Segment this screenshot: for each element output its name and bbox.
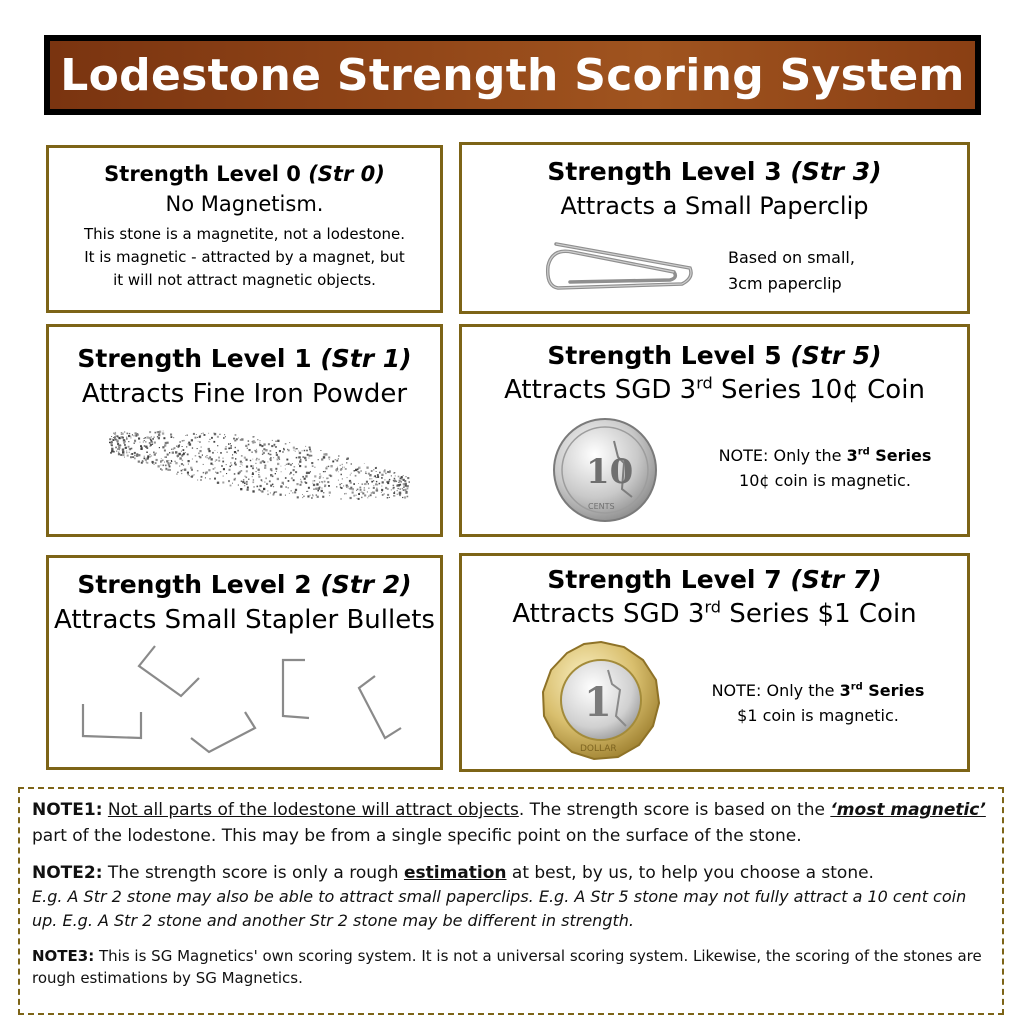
level-5-note-line: 10¢ coin is magnetic. [739,471,911,490]
level-7-subtitle-sup: rd [704,597,722,617]
note-1-text: . The strength score is based on the [518,800,831,820]
staple-icon [139,646,199,696]
level-1-subtitle: Attracts Fine Iron Powder [81,379,408,409]
level-7-abbr: (Str 7) [790,565,882,594]
card-level-2 [46,555,443,770]
level-2-heading [49,570,440,599]
level-3-note [728,245,855,297]
level-7-subtitle-text: Attracts SGD 3 [512,599,705,629]
coin-word-label: DOLLAR [580,744,617,754]
level-2-subtitle: Attracts Small Stapler Bullets [54,605,435,635]
level-0-heading [49,162,440,186]
note-2-text: The strength score is only a rough [102,863,404,883]
level-5-note-text: NOTE: Only the [718,446,847,465]
staple-icon [283,660,309,718]
coin-word-label: CENTS [588,502,615,511]
note-1 [32,797,990,849]
level-3-note-line: Based on small, [728,248,855,267]
note-2-text: at best, by us, to help you choose a stone. [506,863,874,883]
level-5-note [690,443,960,493]
staple-icon [83,704,141,738]
level-7-heading [462,565,967,594]
level-7-title: Strength Level 7 [547,565,782,594]
card-level-1 [46,324,443,537]
level-5-note-bold: Series [869,446,932,465]
level-5-subtitle [462,375,967,405]
paperclip-image [542,238,694,294]
level-0-subtitle: No Magnetism. [165,192,324,216]
note-3-label: NOTE3: [32,947,95,965]
title-banner [44,35,981,115]
level-7-note-sup: rd [850,681,863,693]
one-dollar-coin-image [540,640,662,762]
level-7-note-bold: 3 [839,681,851,700]
note-2-label: NOTE2: [32,863,103,883]
coin-value-label: 1 [584,679,612,726]
note-3 [32,945,990,989]
card-level-0 [46,145,443,313]
staple-icon [191,712,255,752]
page-title: Lodestone Strength Scoring System [60,49,965,101]
title-banner-fill [50,41,975,109]
level-5-subtitle-sup: rd [696,373,713,393]
level-1-title: Strength Level 1 [77,344,312,373]
level-5-note-sup: rd [857,446,870,458]
coin-value-label: 10 [586,452,634,492]
level-5-abbr: (Str 5) [790,341,882,370]
level-3-title: Strength Level 3 [547,157,782,186]
level-7-subtitle-text: Series $1 Coin [721,599,917,629]
staples-image [69,642,419,762]
note-1-label: NOTE1: [32,800,103,820]
note-1-text: part of the lodestone. This may be from a single specific point on the surface of the stone. [32,826,802,846]
level-7-note-bold: Series [862,681,925,700]
card-level-5 [459,324,970,537]
level-0-desc-line: it will not attract magnetic objects. [113,271,376,289]
level-7-note [688,678,948,728]
level-3-heading [462,157,967,186]
level-0-desc-line: It is magnetic - attracted by a magnet, but [84,248,405,266]
level-5-note-line [690,443,960,468]
level-0-desc-line: This stone is a magnetite, not a lodestone. [83,225,406,243]
ten-cent-coin-image [552,417,658,523]
note-2-examples: E.g. A Str 2 stone may also be able to attract small paperclips. E.g. A Str 5 stone may not fully attract a 10 cent coin up. E.g. A Str 2 stone and another Str 2 stone may be different in strength. [32,887,967,930]
level-3-abbr: (Str 3) [790,157,882,186]
note-2-emphasis: estimation [403,863,507,883]
staple-icon [359,676,401,738]
level-5-subtitle-text: Series 10¢ Coin [712,375,925,405]
level-3-subtitle: Attracts a Small Paperclip [560,192,869,220]
level-2-title: Strength Level 2 [77,570,312,599]
level-7-subtitle [462,599,967,629]
card-level-3 [459,142,970,314]
level-1-heading [49,344,440,373]
level-1-abbr: (Str 1) [320,344,412,373]
note-3-text: This is SG Magnetics' own scoring system. It is not a universal scoring system. Likewise, the scoring of the stones are rough estimations by SG Magnetics. [32,947,982,987]
note-2 [32,861,990,933]
level-5-note-bold: 3 [846,446,858,465]
note-1-underlined: Not all parts of the lodestone will attract objects [107,800,519,820]
level-7-note-line: $1 coin is magnetic. [737,706,899,725]
level-0-description [49,223,440,292]
level-5-subtitle-text: Attracts SGD 3 [504,375,697,405]
level-2-abbr: (Str 2) [320,570,412,599]
level-7-note-text: NOTE: Only the [711,681,840,700]
level-0-abbr: (Str 0) [308,162,385,186]
card-level-7 [459,553,970,772]
iron-powder-image [109,422,414,522]
level-7-note-line [688,678,948,703]
level-0-title: Strength Level 0 [104,162,301,186]
level-5-title: Strength Level 5 [547,341,782,370]
note-1-emphasis: ‘most magnetic’ [830,800,986,820]
level-3-note-line: 3cm paperclip [728,274,842,293]
level-5-heading [462,341,967,370]
notes-section [18,787,1004,1015]
